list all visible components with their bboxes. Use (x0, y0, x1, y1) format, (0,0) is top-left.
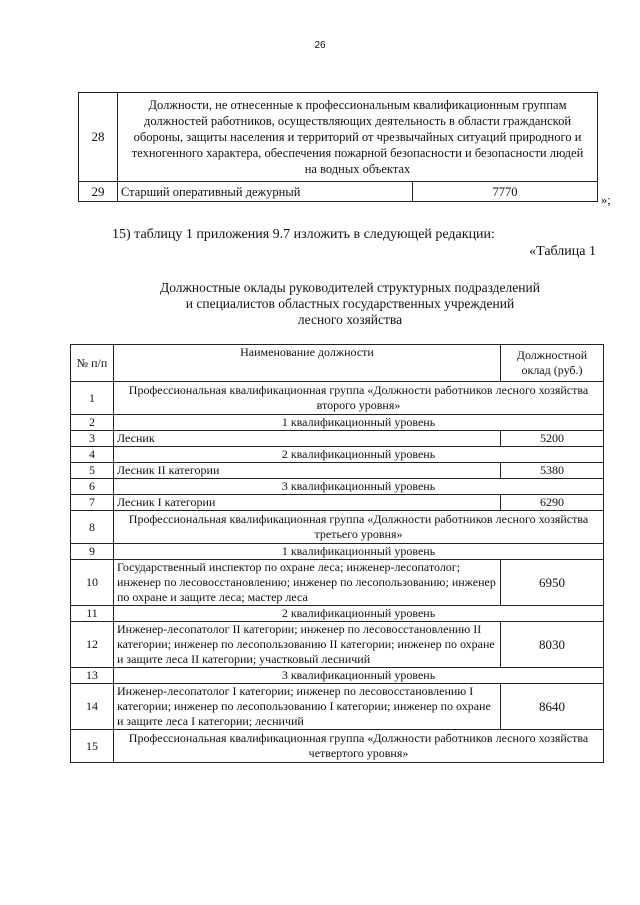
salary-value: 8640 (501, 684, 604, 730)
heading-line: лесного хозяйства (297, 312, 403, 327)
table-row (71, 622, 604, 668)
level-title: 2 квалификационный уровень (114, 606, 604, 622)
salary-value: 8030 (501, 622, 604, 668)
table-row (71, 447, 604, 463)
table-row (71, 415, 604, 431)
table-heading (60, 280, 640, 328)
closing-mark: »; (601, 193, 611, 207)
table-row (71, 560, 604, 606)
header-name: Наименование должности (114, 345, 501, 382)
row-number: 9 (71, 544, 114, 560)
page-number: 26 (314, 40, 326, 51)
table-row (71, 684, 604, 730)
group-title: Профессиональная квалификационная группа «Должности работников лесного хозяйства третьего уровня» (114, 511, 604, 544)
table-label: «Таблица 1 (529, 244, 596, 259)
continuation-table (78, 92, 598, 202)
row-number: 14 (71, 684, 114, 730)
position-title: Инженер-лесопатолог I категории; инженер по лесовосстановлению I категории; инженер по лесопользованию I категории; инженер по охране и защите леса I категории; лесничий (114, 684, 501, 730)
position-title: Государственный инспектор по охране леса; инженер-лесопатолог; инженер по лесовосстановлению; инженер по лесопользованию; инженер по охране и защите леса; мастер леса (114, 560, 501, 606)
group-title: Профессиональная квалификационная группа «Должности работников лесного хозяйства второго уровня» (114, 382, 604, 415)
table-row (71, 479, 604, 495)
salary-value: 6950 (501, 560, 604, 606)
row-number: 4 (71, 447, 114, 463)
row-number: 13 (71, 668, 114, 684)
position-title: Инженер-лесопатолог II категории; инженер по лесовосстановлению II категории; инженер по лесопользованию II категории; инженер по охране и защите леса II категории; участковый лесничий (114, 622, 501, 668)
row-number: 1 (71, 382, 114, 415)
row-number: 6 (71, 479, 114, 495)
position-title: Лесник II категории (114, 463, 501, 479)
position-title: Старший оперативный дежурный (118, 182, 413, 202)
row-number: 2 (71, 415, 114, 431)
heading-line: Должностные оклады руководителей структурных подразделений (160, 280, 540, 295)
salary-value: 6290 (501, 495, 604, 511)
level-title: 3 квалификационный уровень (114, 668, 604, 684)
row-number: 3 (71, 431, 114, 447)
table-row (71, 511, 604, 544)
row-number: 15 (71, 730, 114, 763)
row-description: Должности, не отнесенные к профессиональным квалификационным группам должностей работников, осуществляющих деятельность в области гражданской обороны, защиты населения и территорий от чрезвычайных ситуаций природного и техногенного характера, обеспечения пожарной безопасности и безопасности людей на водных объектах (118, 93, 598, 182)
row-number: 8 (71, 511, 114, 544)
heading-line: и специалистов областных государственных учреждений (185, 296, 515, 311)
row-number: 5 (71, 463, 114, 479)
header-number: № п/п (71, 345, 114, 382)
table-row (71, 668, 604, 684)
level-title: 3 квалификационный уровень (114, 479, 604, 495)
table-row (71, 495, 604, 511)
table-row (71, 382, 604, 415)
table-row (79, 182, 598, 202)
table-row (71, 463, 604, 479)
level-title: 1 квалификационный уровень (114, 415, 604, 431)
position-title: Лесник I категории (114, 495, 501, 511)
level-title: 2 квалификационный уровень (114, 447, 604, 463)
row-number: 12 (71, 622, 114, 668)
salary-value: 5380 (501, 463, 604, 479)
row-number: 10 (71, 560, 114, 606)
salary-value: 7770 (413, 182, 598, 202)
group-title: Профессиональная квалификационная группа «Должности работников лесного хозяйства четвертого уровня» (114, 730, 604, 763)
header-salary: Должностной оклад (руб.) (501, 345, 604, 382)
table-row (71, 606, 604, 622)
table-row (71, 544, 604, 560)
table-row (71, 431, 604, 447)
table-header-row (71, 345, 604, 382)
salary-table (70, 344, 604, 763)
row-number: 7 (71, 495, 114, 511)
level-title: 1 квалификационный уровень (114, 544, 604, 560)
row-number: 29 (79, 182, 118, 202)
table-row (79, 93, 598, 182)
row-number: 28 (79, 93, 118, 182)
row-number: 11 (71, 606, 114, 622)
amendment-paragraph: 15) таблицу 1 приложения 9.7 изложить в следующей редакции: (112, 227, 495, 242)
table-row (71, 730, 604, 763)
position-title: Лесник (114, 431, 501, 447)
salary-value: 5200 (501, 431, 604, 447)
